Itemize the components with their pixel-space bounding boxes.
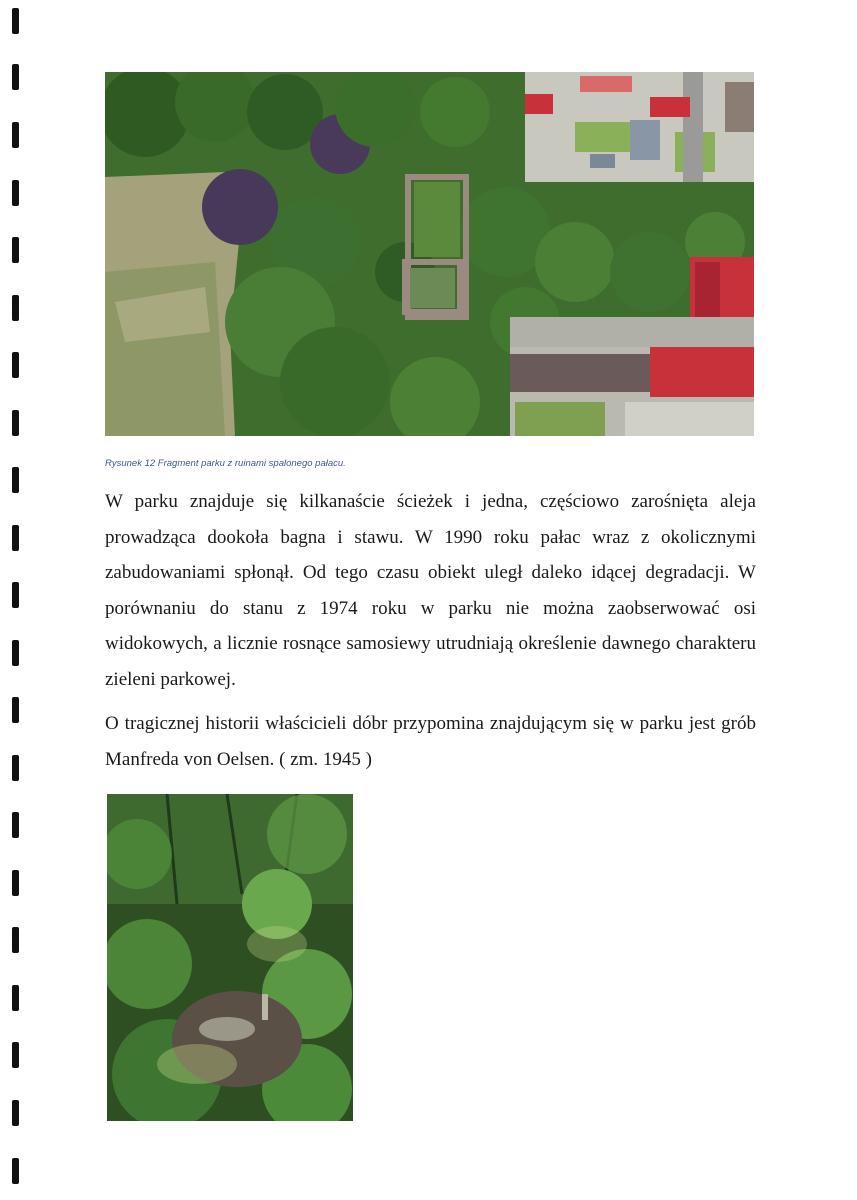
binding-hole [12,122,19,148]
binding-hole [12,870,19,896]
binding-hole [12,410,19,436]
binding-hole [12,640,19,666]
binding-hole [12,1100,19,1126]
binding-hole [12,812,19,838]
binding-hole [12,295,19,321]
binding-hole [12,582,19,608]
figure-caption: Rysunek 12 Fragment parku z ruinami spalonego pałacu. [105,458,346,469]
binding-hole [12,1158,19,1184]
binding-hole [12,64,19,90]
binding-hole [12,180,19,206]
body-paragraph: O tragicznej historii właścicieli dóbr przypomina znajdującym się w parku jest grób Manfreda von Oelsen. ( zm. 1945 ) [105,713,756,770]
binding-hole [12,467,19,493]
binding-hole [12,985,19,1011]
binding-hole [12,755,19,781]
binding-hole [12,237,19,263]
aerial-park-photo [105,72,754,436]
binding-hole [12,927,19,953]
binding-hole [12,1042,19,1068]
binding-hole [12,525,19,551]
spiral-binding [8,0,28,1200]
grave-photo [107,794,353,1121]
binding-hole [12,352,19,378]
body-paragraph: W parku znajduje się kilkanaście ścieżek i jedna, częściowo zarośnięta aleja prowadząca dookoła bagna i stawu. W 1990 roku pałac wraz z okolicznymi zabudowaniami spłonął. Od tego czasu obiekt uległ daleko idącej degradacji. W porównaniu do stanu z 1974 roku w parku nie można zaobserwować osi widokowych, a licznie rosnące samosiewy utrudniają określenie dawnego charakteru zieleni parkowej. [105,491,756,690]
binding-hole [12,8,19,34]
binding-hole [12,697,19,723]
